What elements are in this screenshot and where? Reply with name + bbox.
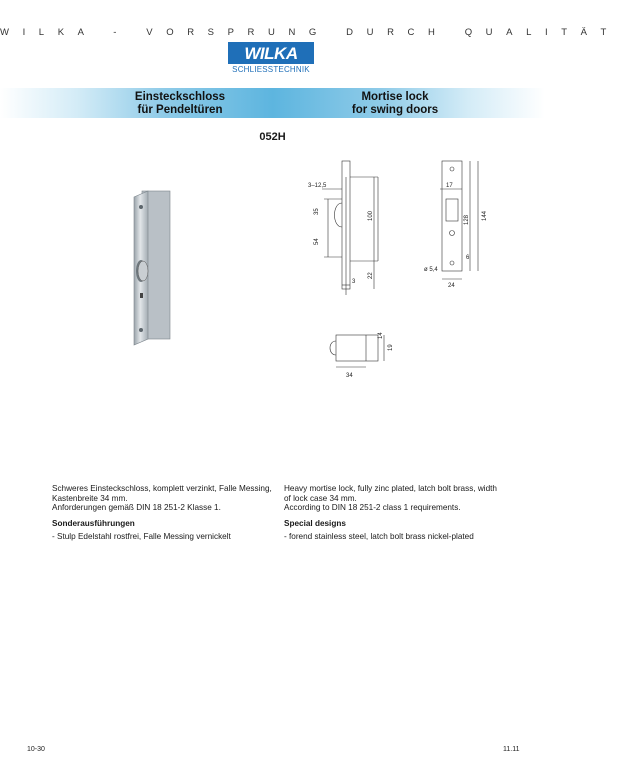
dim-35: 35	[314, 208, 320, 215]
special-designs-item-english: - forend stainless steel, latch bolt brass nickel-plated	[284, 532, 474, 542]
wilka-logo	[228, 42, 314, 76]
product-photo	[124, 185, 174, 345]
dim-17: 17	[446, 183, 453, 189]
title-german-line1: Einsteckschloss	[134, 91, 226, 103]
description-german-line2: Kastenbreite 34 mm.	[52, 493, 128, 503]
dim-14: 14	[378, 332, 384, 339]
description-german-line1: Schweres Einsteckschloss, komplett verzinkt, Falle Messing,	[52, 484, 272, 493]
special-designs-heading-german: Sonderausführungen	[52, 518, 135, 528]
page-number: 10-30	[27, 746, 45, 753]
dim-54: 54	[314, 238, 320, 245]
description-english-line1: Heavy mortise lock, fully zinc plated, latch bolt brass, width	[284, 484, 497, 493]
title-german	[95, 91, 265, 116]
title-english	[300, 91, 490, 116]
dim-hole-diameter: ø 5,4	[424, 267, 438, 273]
title-band	[0, 88, 545, 118]
dim-backset-range: 3–12,5	[308, 183, 327, 189]
dim-24: 24	[448, 283, 455, 289]
logo-name: WILKA	[244, 44, 298, 63]
description-english-line3: According to DIN 18 251-2 class 1 requirements.	[284, 503, 461, 513]
special-designs-item-german: - Stulp Edelstahl rostfrei, Falle Messing vernickelt	[52, 532, 231, 542]
revision-date: 11.11	[503, 746, 520, 753]
dim-3: 3	[352, 279, 356, 285]
dim-6: 6	[466, 255, 470, 261]
title-english-line2: for swing doors	[351, 103, 439, 116]
logo-subtitle: SCHLIESSTECHNIK	[232, 65, 310, 74]
description-english	[284, 484, 506, 542]
dim-34: 34	[346, 373, 353, 379]
header-tagline: WILKA - VORSPRUNG DURCH QUALITÄT	[0, 27, 620, 38]
description-english-line2: of lock case 34 mm.	[284, 493, 357, 503]
description-german	[52, 484, 274, 542]
special-designs-heading-english: Special designs	[284, 518, 346, 528]
model-number: 052H	[259, 131, 286, 143]
dim-22: 22	[368, 272, 374, 279]
technical-drawing	[300, 155, 510, 385]
dim-100: 100	[368, 210, 374, 221]
title-german-line2: für Pendeltüren	[137, 103, 223, 116]
description-german-line3: Anforderungen gemäß DIN 18 251-2 Klasse 1.	[52, 503, 221, 513]
title-english-line1: Mortise lock	[361, 91, 429, 103]
dim-19: 19	[388, 344, 394, 351]
dim-128: 128	[464, 214, 470, 225]
dim-144: 144	[482, 210, 488, 221]
